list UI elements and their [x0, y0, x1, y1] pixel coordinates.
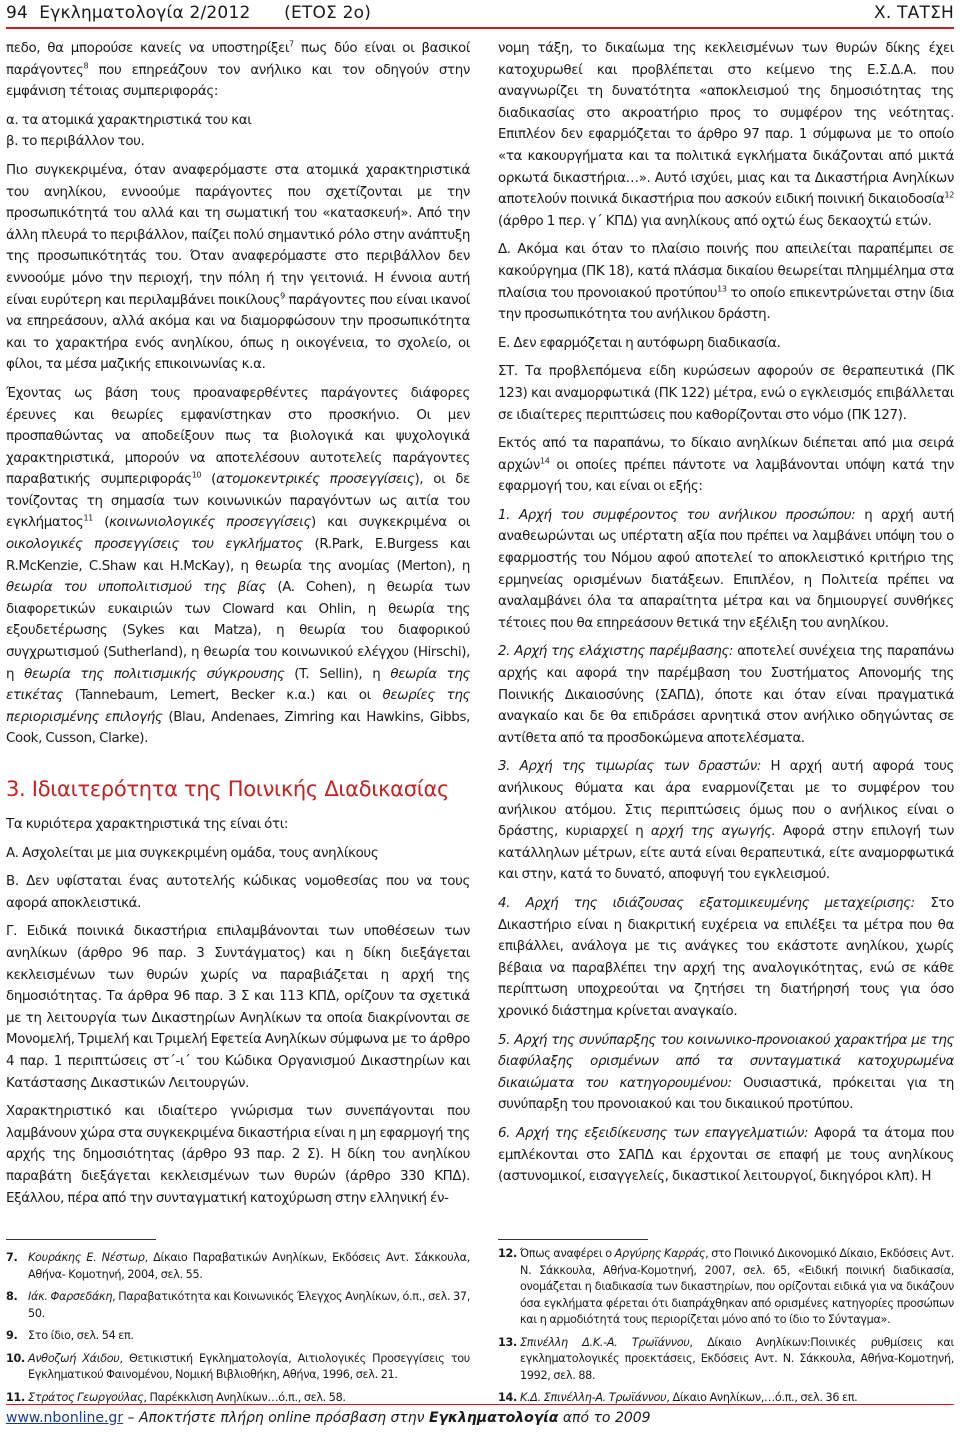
footnote-text: Στο ίδιο, σελ. 54 επ.: [28, 1329, 134, 1342]
footnote-text: Σπινέλλη Δ.Κ.-Α. Τρωϊάννου, Δίκαιο Ανηλίκων:Ποινικές ρυθμίσεις και εγκληματολογικές προεκτάσεις, Εκδόσεις Αντ. Ν. Σάκκουλα, Αθήνα-Κομοτηνή, 1992, σελ. 88.: [520, 1335, 954, 1382]
footnote-text: Κουράκης Ε. Νέστωρ, Δίκαιο Παραβατικών Ανηλίκων, Εκδόσεις Αντ. Σάκκουλα, Αθήνα- Κομοτηνή, 2004, σελ. 55.: [28, 1251, 470, 1281]
footnotes-left: [6, 1250, 470, 1412]
footnote-number: 9.: [6, 1329, 18, 1342]
footnote-rule: [6, 1239, 156, 1240]
footnote-number: 14.: [498, 1391, 517, 1404]
paragraph: ΣΤ. Τα προβλεπόμενα είδη κυρώσεων αφορούν σε θεραπευτικά (ΠΚ 123) και αναμορφωτικά (ΠΚ 122) μέτρα, ενώ ο εγκλεισμός επιβάλλεται σε ιδιαίτερες περιπτώσεις που καθορίζονται στο νόμο (ΠΚ 127).: [498, 364, 954, 423]
footnote-number: 7.: [6, 1251, 18, 1264]
page-number: 94: [6, 3, 29, 23]
journal-title: Εγκληματολογία 2/2012: [39, 3, 251, 23]
paragraph: Α. Ασχολείται με μια συγκεκριμένη ομάδα, τους ανηλίκους: [6, 845, 379, 861]
paragraph: Γ. Ειδικά ποινικά δικαστήρια επιλαμβάνονται των υποθέσεων των ανηλίκων (άρθρο 96 παρ. 3 Συντάγματος) και η δίκη διεξάγεται κεκλεισμένων των θυρών χωρίς να παραβιάζεται η αρχή της δημοσιότητας. Τα άρθρα 96 παρ. 3 Σ και 113 ΚΠΔ, ορίζουν τα σχετικά με τη λειτουργία των Δικαστηρίων Ανηλίκων τα οποία διακρίνονται σε Μονομελή, Τριμελή και Τριμελή Εφετεία Ανηλίκων σύμφωνα με το άρθρο 4 παρ. 1 περιπτώσεις στ΄-ι΄ του Κώδικα Οργανισμού Δικαστηρίων και Κατάστασης Δικαστικών Λειτουργών.: [6, 924, 470, 1091]
footnote-text: Ιάκ. Φαρσεδάκη, Παραβατικότητα και Κοινωνικός Έλεγχος Ανηλίκων, ό.π., σελ. 37, 50.: [28, 1290, 471, 1320]
paragraph: Έχοντας ως βάση τους προαναφερθέντες παράγοντες διάφορες έρευνες και θεωρίες εμφανίστηκαν στο προσκήνιο. Οι μεν προσπαθώντας να αποδείξουν πως τα βιολογικά και ψυχολογικά χαρακτηριστικά, μπορούν να αποτελέσουν αυτοτελείς παράγοντες παραβατικής συμπεριφοράς$^{10}$ (ατομοκεντρικές προσεγγίσεις), οι δε τονίζοντας τη σημασία των κοινωνικών παραγόντων ως αιτία του εγκλήματος$^{11}$ (κοινωνιολογικές προσεγγίσεις) και συγκεκριμένα οι οικολογικές προσεγγίσεις του εγκλήματος (R.Park, E.Burgess και R.McKenzie, C.Shaw και H.McKay), η θεωρία της ανομίας (Merton), η θεωρία του υποπολιτισμού της βίας (A. Cohen), η θεωρία των διαφορετικών ευκαιριών των Cloward και Ohlin, η θεωρία της εξουδετέρωσης (Sykes και Matza), η θεωρία του διαφορικού συγχρωτισμού (Sutherland), η θεωρία του κοινωνικού ελέγχου (Hirschi), η θεωρία της πολιτισμικής σύγκρουσης (T. Sellin), η θεωρία της ετικέτας (Tannebaum, Lemert, Becker κ.α.) και οι θεωρίες της περιορισμένης επιλογής (Blau, Andenaes, Zimring και Hawkins, Gibbs, Cook, Cusson, Clarke).: [6, 385, 471, 747]
footnote-number: 10.: [6, 1351, 25, 1365]
paragraph: πεδο, θα μπορούσε κανείς να υποστηρίξει$^7$ πως δύο είναι οι βασικοί παράγοντες$^8$ που επηρεάζουν τον ανήλικο και τον οδηγούν στην εμφάνιση τέτοιας συμπεριφοράς:: [6, 39, 470, 100]
footnote-text: Ανθοζωή Χάιδου, Θετικιστική Εγκληματολογία, Αιτιολογικές Προσεγγίσεις του Εγκληματικού Φαινομένου, Νομική Βιβλιοθήκη, Αθήνα, 1996, σελ. 21.: [28, 1351, 470, 1381]
paragraph: νομη τάξη, το δικαίωμα της κεκλεισμένων των θυρών δίκης έχει κατοχυρωθεί και προβλέπεται στο κείμενο της Ε.Σ.Δ.Α. που αναγνωρίζει τη δυνατότητα «αποκλεισμού της δημοσιότητας της διαδικασίας στο ακροατήριο προς το συμφέρον της νεότητας. Επιπλέον δεν εφαρμόζεται το άρθρο 97 παρ. 1 σύμφωνα με το οποίο «τα κακουργήματα και τα πολιτικά εγκλήματα δικάζονται από μικτά ορκωτά δικαστήρια…». Αυτό ισχύει, μιας και τα Δικαστήρια Ανηλίκων αποτελούν ποινικά δικαστήρια που ασκούν ειδική ποινική δικαιοδοσία$^{12}$ (άρθρο 1 περ. γ΄ ΚΠΔ) για ανηλίκους από οχτώ έως δεκαοχτώ ετών.: [498, 41, 954, 229]
paragraph: 1. Αρχή του συμφέροντος του ανήλικου προσώπου: η αρχή αυτή αναθεωρώνται ως υπέρτατη αξία που πρέπει να λαμβάνει υπόψη του ο εφαρμοστής του Νόμου αφού αποτελεί το αποκλειστικό κριτήριο της ερμηνείας ορισμένων διατάξεων. Επιπλέον, η Πολιτεία πρέπει να αναλαμβάνει όλα τα απαραίτητα μέτρα και να δημιουργεί συνθήκες τέτοιες που θα επηρεάσουν θετικά την εξέλιξη του ανηλίκου.: [498, 507, 954, 631]
footer-text: από το 2009: [558, 1410, 651, 1426]
paragraph: 2. Αρχή της ελάχιστης παρέμβασης: αποτελεί συνέχεια της παραπάνω αρχής και αφορά την παρέμβαση του Συστήματος Απονομής της Ποινικής Δικαιοσύνης (ΣΑΠΔ), όποτε και όταν είναι πραγματικά αναγκαίο και δε θα επιδράσει αρνητικά στον ανήλικο οδηγώντας σε αντίθετα από τα προσδοκώμενα αποτελέσματα.: [498, 644, 954, 746]
paragraph: 5. Αρχή της συνύπαρξης του κοινωνικο-προνοιακού χαρακτήρα με της διαφύλαξης ορισμένων από τα συνταγματικά κατοχυρωμένα δικαιώματα του κατηγορουμένου: Ουσιαστικά, πρόκειται για τη συνύπαρξη του προνοιακού και του δικαιικού προτύπου.: [498, 1032, 955, 1113]
footer-journal: Εγκληματολογία: [428, 1410, 559, 1426]
paragraph: α. τα ατομικά χαρακτηριστικά του και: [6, 112, 252, 128]
left-column: [6, 38, 470, 1216]
footnote: [498, 1246, 954, 1329]
right-column: [498, 38, 954, 1195]
footnote-text: Στράτος Γεωργούλας, Παρέκκλιση Ανηλίκων…ό.π., σελ. 58.: [28, 1390, 346, 1404]
footer-rule: [6, 1404, 954, 1405]
paragraph: Β. Δεν υφίσταται ένας αυτοτελής κώδικας νομοθεσίας που να τους αφορά αποκλειστικά.: [6, 874, 470, 911]
footnote: [6, 1351, 470, 1384]
header-left: [6, 3, 371, 23]
footnote-number: 12.: [498, 1247, 517, 1260]
header-rule: [6, 27, 954, 29]
footnote: [498, 1335, 954, 1385]
footnote: [6, 1328, 470, 1345]
footnote-number: 13.: [498, 1335, 517, 1349]
footnote-number: 8.: [6, 1290, 18, 1303]
paragraph: 3. Αρχή της τιμωρίας των δραστών: Η αρχή αυτή αφορά τους ανήλικους θύματα και άρα εναρμονίζεται με το συμφέρον του ανήλικου ατόμου. Στις περιπτώσεις όμως που ο ανήλικος είναι ο δράστης, κυριαρχεί η αρχή της αγωγής. Αφορά στην επιλογή των κατάλληλων μέτρων, είτε αυτά είναι θεραπευτικά, είτε αναμορφωτικά και στην, κατά το δυνατό, αποφυγή του εγκλεισμού.: [498, 759, 955, 883]
paragraph: Τα κυριότερα χαρακτηριστικά της είναι ότι:: [6, 817, 289, 832]
footnote: [6, 1250, 470, 1283]
paragraph: Ε. Δεν εφαρμόζεται η αυτόφωρη διαδικασία.: [498, 335, 781, 351]
page-footer: [6, 1410, 651, 1426]
paragraph: β. το περιβάλλον του.: [6, 134, 145, 150]
paragraph: Εκτός από τα παραπάνω, το δίκαιο ανηλίκων διέπεται από μια σειρά αρχών$^{14}$ οι οποίες πρέπει πάντοτε να λαμβάνονται υπόψη κατά την εφαρμογή του, και είναι οι εξής:: [498, 436, 954, 495]
paragraph: Πιο συγκεκριμένα, όταν αναφερόμαστε στα ατομικά χαρακτηριστικά του ανηλίκου, εννοούμε παράγοντες που σχετίζονται με την προσωπικότητά του αλλά και τη σωματική του «κατασκευή». Από την άλλη πλευρά το περιβάλλον, παίζει πολύ σημαντικό ρόλο στην ανάπτυξη της προσωπικότητάς του. Όταν αναφερόμαστε στο περιβάλλον δεν εννοούμε μόνο την περιοχή, την πόλη ή την γειτονιά. Η έννοια αυτή είναι ευρύτερη και περιλαμβάνει ποικίλους$^9$ παράγοντες που είναι ικανοί να επηρεάσουν, αλλά ακόμα και να διαμορφώσουν την προσωπικότητα και το χαρακτήρα ενός ανηλίκου, όπως η οικογένεια, το σχολείο, οι φίλοι, τα μέσα μαζικής επικοινωνίας κ.α.: [6, 162, 470, 373]
paragraph: 4. Αρχή της ιδιάζουσας εξατομικευμένης μεταχείρισης: Στο Δικαστήριο είναι η διακριτική ευχέρεια να επιλέξει τα μέτρα που θα επιβάλλει, ανάλογα με τις ανάγκες του εκάστοτε ανηλίκου, χωρίς βέβαια να παραβλέπει την αρχή της αναλογικότητας, ενώ σε κάθε περίπτωση υποχρεούται να ζητήσει τη διατήρησή τους για όσο χρονικό διάστημα κρίνεται αναγκαίο.: [498, 895, 954, 1019]
footnote-rule: [498, 1239, 648, 1240]
footnote-text: Κ.Δ. Σπινέλλη-Α. Τρωϊάννου, Δίκαιο Ανηλίκων,…ό.π., σελ. 36 επ.: [520, 1391, 858, 1404]
footnote-text: Όπως αναφέρει ο Αργύρης Καρράς, στο Ποινικό Δικονομικό Δίκαιο, Εκδόσεις Αντ. Ν. Σάκκουλα, Αθήνα-Κομοτηνή, 2007, σελ. 65, «Ειδική ποινική διαδικασία, ονομάζεται η διαδικασία των δικαστηρίων, που ορίζονται ειδικά για να δικάζουν όσα εγκλήματα φέρεται ότι διαπράχθηκαν από ορισμένες κατηγορίες προσώπων και η αρμοδιότητά τους περιορίζεται μόνο από το ίδιο το Σύνταγμα».: [520, 1247, 954, 1326]
section-title: 3. Ιδιαιτερότητα της Ποινικής Διαδικασίας: [6, 777, 450, 801]
journal-year: (ΕΤΟΣ 2ο): [284, 3, 372, 23]
paragraph: Δ. Ακόμα και όταν το πλαίσιο ποινής που απειλείται παραπέμπει σε κακούργημα (ΠΚ 18), κατά πλάσμα δικαίου θεωρείται πλημμέλημα στα πλαίσια του προνοιακού προτύπου$^{13}$ το οποίο επικεντρώνεται στην ίδια την προσωπικότητα του ανήλικου δράστη.: [498, 242, 954, 323]
page-header: [6, 0, 954, 26]
footnote: [6, 1289, 470, 1322]
article-author: Χ. ΤΑΤΣΗ: [874, 3, 954, 23]
paragraph: Χαρακτηριστικό και ιδιαίτερο γνώρισμα των συνεπάγονται που λαμβάνουν χώρα στα συγκεκριμένα δικαστήρια είναι η μη εφαρμογή της αρχής της δημοσιότητας (άρθρο 93 παρ. 2 Σ). Η δίκη του ανηλίκου παραβάτη διεξάγεται κεκλεισμένων των θυρών (άρθρο 330 ΚΠΔ). Εξάλλου, πέρα από την συνταγματική κατοχύρωση στην ελληνική έν-: [6, 1104, 470, 1206]
footnotes-right: [498, 1246, 954, 1413]
footnote-number: 11.: [6, 1390, 25, 1404]
paragraph: 6. Αρχή της εξειδίκευσης των επαγγελματιών: Αφορά τα άτομα που εμπλέκονται στο ΣΑΠΔ και έρχονται σε επαφή με τους ανηλίκους (αστυνομικοί, εισαγγελείς, δικαστικοί λειτουργοί, δικηγόροι κλπ). Η: [498, 1125, 954, 1185]
footer-text: – Αποκτήστε πλήρη online πρόσβαση στην: [123, 1410, 429, 1426]
footer-link[interactable]: www.nbonline.gr: [6, 1410, 124, 1426]
